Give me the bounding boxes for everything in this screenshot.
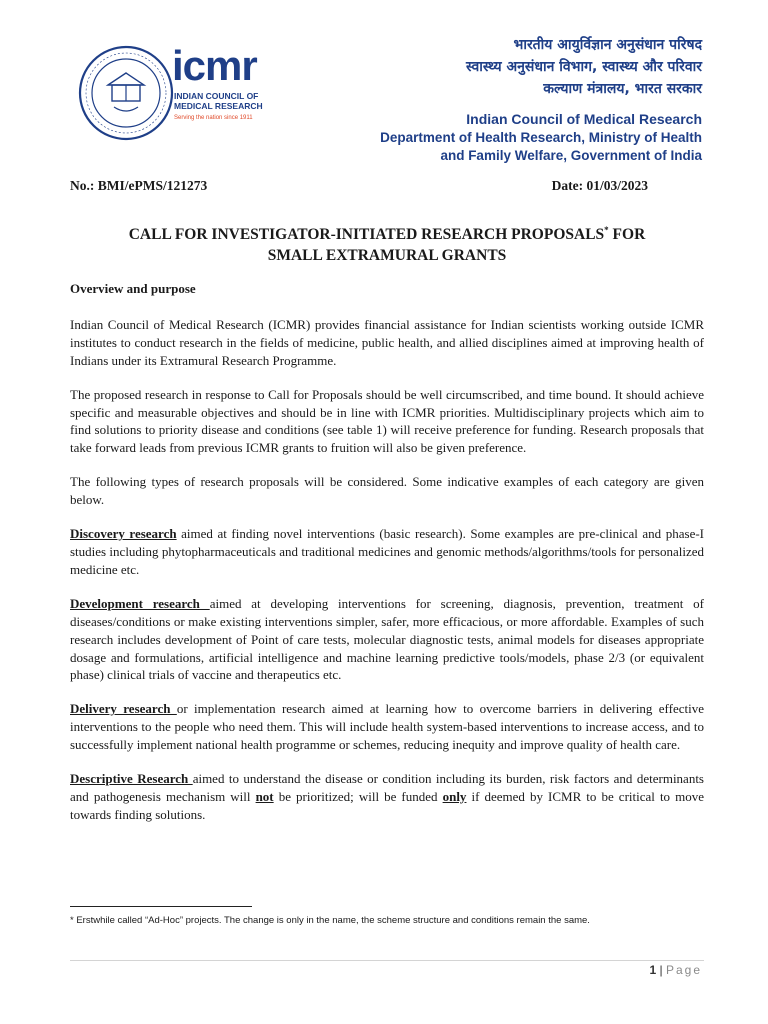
reference-date: Date: 01/03/2023: [551, 178, 648, 193]
hindi-header: [466, 34, 702, 100]
paragraph-types: The following types of research proposals will be considered. Some indicative examples of each category are given below.: [70, 474, 704, 508]
discovery-lead: Discovery research: [70, 526, 177, 542]
footnote-marker: *: [604, 225, 609, 235]
title-line-2: SMALL EXTRAMURAL GRANTS: [267, 247, 507, 265]
logo-line-1: INDIAN COUNCIL OF: [174, 91, 259, 101]
dept-line-2: and Family Welfare, Government of India: [440, 148, 702, 163]
descriptive-text-2: be prioritized; will be funded: [273, 788, 443, 804]
org-name: Indian Council of Medical Research: [466, 111, 702, 127]
footer-divider: [70, 960, 704, 961]
document-body: [70, 280, 704, 840]
document-title: [70, 220, 704, 266]
footnote-divider: [70, 906, 252, 907]
page-footer: [649, 963, 702, 977]
page-separator: |: [656, 963, 666, 977]
logo-tagline: Serving the nation since 1911: [174, 115, 253, 121]
development-text: aimed at developing interventions for screening, diagnosis, prevention, treatment of diseases/conditions or make existing interventions simpler, safer, more efficacious, or more affordable. Examples of such research includes development of Point of care tests, molecular diagnostic tests, animal models for diseases appropriate dosage and formulations, artificial intelligence and machine learning predictive tools/models, phase 2/3 (or equivalent phase) clinical trials of vaccine and therapeutics etc.: [70, 595, 704, 683]
paragraph-overview: Indian Council of Medical Research (ICMR) provides financial assistance for Indian scientists working outside ICMR institutes to conduct research in the fields of medicine, public health, and allied disciplines aimed at improving health of Indians under its Extramural Research Programme.: [70, 316, 704, 368]
paragraph-scope: The proposed research in response to Call for Proposals should be well circumscribed, and time bound. It should achieve specific and measurable objectives and should be in line with ICMR priorities. Multidisciplinary projects which aim to find solutions to priority disease and conditions (see table 1) will receive preference for funding. Research proposals that take forward leads from previous ICMR grants to fruition will also be given preference.: [70, 386, 704, 456]
descriptive-lead: Descriptive Research: [70, 771, 193, 787]
descriptive-not: not: [255, 788, 274, 804]
paragraph-development: [70, 595, 704, 685]
paragraph-delivery: [70, 700, 704, 754]
descriptive-text-3: if deemed by ICMR to be critical to move towards finding solutions.: [70, 788, 704, 822]
delivery-lead: Delivery research: [70, 701, 177, 717]
reference-number: No.: BMI/ePMS/121273: [70, 178, 208, 193]
letterhead: [0, 0, 768, 175]
icmr-logo: [172, 42, 282, 130]
title-line-1: CALL FOR INVESTIGATOR-INITIATED RESEARCH PROPOSALS: [128, 226, 605, 244]
paragraph-descriptive: [70, 770, 704, 824]
icmr-seal-emblem: [78, 45, 174, 141]
descriptive-only: only: [442, 788, 467, 804]
page-label: Page: [665, 963, 702, 977]
title-line-1-end: FOR: [608, 226, 646, 244]
descriptive-text-1: aimed to understand the disease or condition including its burden, risk factors and determinants and pathogenesis mechanism will: [70, 771, 704, 804]
hindi-line-1: भारतीय आयुर्विज्ञान अनुसंधान परिषद: [513, 37, 702, 53]
hindi-line-2: स्वास्थ्य अनुसंधान विभाग, स्वास्थ्य और परिवार: [466, 59, 702, 75]
dept-line-1: Department of Health Research, Ministry of Health: [380, 130, 702, 145]
logo-wordmark: icmr: [172, 42, 257, 89]
section-heading: Overview and purpose: [70, 281, 196, 296]
paragraph-discovery: [70, 525, 704, 579]
hindi-line-3: कल्याण मंत्रालय, भारत सरकार: [543, 81, 702, 97]
delivery-text: or implementation research aimed at learning how to overcome barriers in delivering effective interventions to the people who need them. This will include health system-based interventions to increase access, and to successfully implement national health programme or schemes, reducing inequity and improve quality of health care.: [70, 701, 705, 753]
logo-line-2: MEDICAL RESEARCH: [174, 101, 263, 111]
footnote: * Erstwhile called “Ad-Hoc” projects. The change is only in the name, the scheme structure and conditions remain the same.: [70, 915, 590, 926]
english-header: [380, 109, 702, 165]
page-number: 1: [649, 963, 657, 977]
discovery-text: aimed at finding novel interventions (basic research). Some examples are pre-clinical and phase-I studies including phytopharmaceuticals and traditional medicines and genomic methods/algorithms/tools for personalized medicine etc.: [70, 526, 704, 577]
development-lead: Development research: [70, 595, 210, 611]
